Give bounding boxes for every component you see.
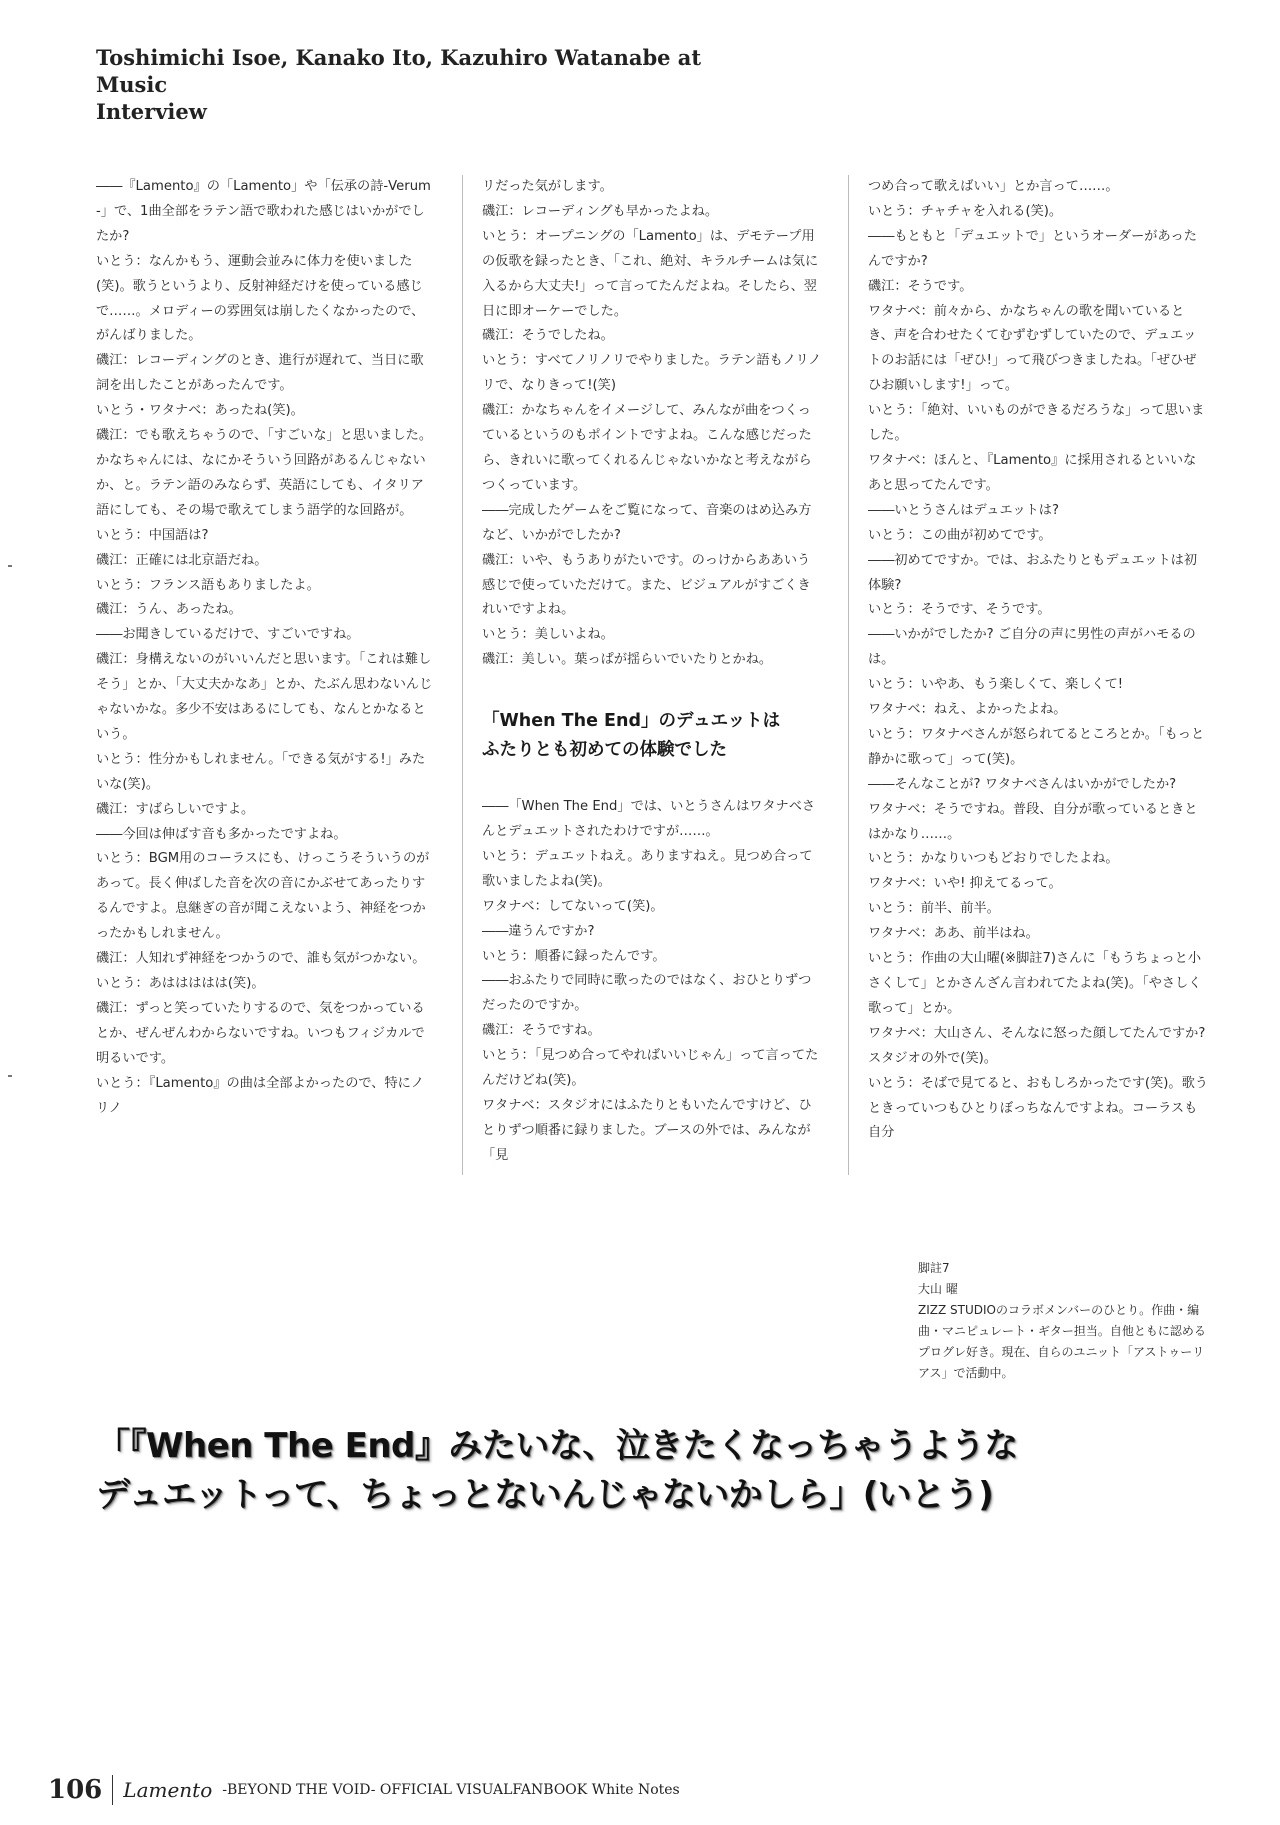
- paragraph: ――いかがでしたか? ご自分の声に男性の声がハモるのは。: [868, 627, 1196, 668]
- footnote-label: 脚註7: [918, 1261, 950, 1275]
- paragraph: いとう・ワタナベ：あったね(笑)。: [96, 403, 304, 419]
- paragraph: いとう：あははははは(笑)。: [96, 976, 265, 991]
- paragraph: いとう：なんかもう、運動会並みに体力を使いました(笑)。歌うというより、反射神経だけを使っている感じで……。メロディーの雰囲気は崩したくなかったので、がんばりました。: [96, 253, 425, 344]
- column-divider: [462, 175, 463, 1175]
- paragraph: いとう：オープニングの「Lamento」は、デモテープ用の仮歌を録ったとき、「これ、絶対、キラルチームは気に入るから大丈夫!」って言ってたんだよね。そしたら、翌日に即オーケーでした。: [482, 228, 819, 319]
- paragraph: つめ合って歌えばいい」とか言って……。: [868, 179, 1119, 194]
- footer-divider: [112, 1775, 113, 1805]
- paragraph: 磯江：身構えないのがいいんだと思います。「これは難しそう」とか、「大丈夫かなあ」とか、たぶん思わないんじゃないかな。多少不安はあるにしても、なんとかなるという。: [96, 652, 433, 742]
- footnote-text: ZIZZ STUDIOのコラボメンバーのひとり。作曲・編曲・マニピュレート・ギター担当。自他ともに認めるプログレ好き。現在、自らのユニット「アストゥーリアス」で活動中。: [918, 1303, 1206, 1380]
- paragraph: 磯江：美しい。葉っぱが揺らいでいたりとかね。: [482, 652, 773, 668]
- paragraph: ワタナベ：ねえ、よかったよね。: [868, 702, 1067, 718]
- paragraph: いとう：チャチャを入れる(笑)。: [868, 203, 1063, 219]
- page-title-line-1: Toshimichi Isoe, Kanako Ito, Kazuhiro Watanabe at Music: [96, 45, 702, 97]
- page-title-line-2: Interview: [96, 99, 207, 124]
- paragraph: 磯江：レコーディングも早かったよね。: [482, 203, 719, 219]
- paragraph: いとう：前半、前半。: [868, 901, 1000, 917]
- paragraph: ――違うんですか?: [482, 923, 595, 939]
- paragraph: 磯江：でも歌えちゃうので、「すごいな」と思いました。かなちゃんには、なにかそういう回路があるんじゃないか、と。ラテン語のみならず、英語にしても、イタリア語にしても、その場で歌えてしまう語学的な回路が。: [96, 428, 433, 518]
- paragraph: 磯江：ずっと笑っていたりするので、気をつかっているとか、ぜんぜんわからないですね。いつもフィジカルで明るいです。: [96, 1000, 425, 1066]
- paragraph: いとう：美しいよね。: [482, 627, 614, 643]
- paragraph: いとう：かなりいつもどおりでしたよね。: [868, 851, 1119, 867]
- scan-mark: [8, 565, 12, 567]
- paragraph: いとう：BGM用のコーラスにも、けっこうそういうのがあって。長く伸ばした音を次の音にかぶせてあったりするんですよ。息継ぎの音が聞こえないよう、神経をつかったかもしれません。: [96, 851, 430, 942]
- paragraph: ――もともと「デュエットで」というオーダーがあったんですか?: [868, 228, 1197, 269]
- page-title: [96, 44, 736, 125]
- paragraph: いとう：「見つめ合ってやればいいじゃん」って言ってたんだけどね(笑)。: [482, 1048, 819, 1089]
- paragraph: ワタナベ：スタジオにはふたりともいたんですけど、ひとりずつ順番に録りました。ブースの外では、みんなが「見: [482, 1098, 812, 1163]
- paragraph: ワタナベ：前々から、かなちゃんの歌を聞いているとき、声を合わせたくてむずむずしていたので、デュエットのお話には「ぜひ!」って飛びつきましたね。「ぜひぜひお願いします!」って。: [868, 303, 1197, 394]
- paragraph: 磯江：人知れず神経をつかうので、誰も気がつかない。: [96, 951, 426, 967]
- article-column-1: [96, 175, 436, 1121]
- paragraph: ――完成したゲームをご覧になって、音楽のはめ込み方など、いかがでしたか?: [482, 502, 812, 543]
- paragraph: ワタナベ：ああ、前半はね。: [868, 926, 1039, 942]
- page-number: 106: [48, 1775, 103, 1805]
- paragraph: いとう：デュエットねえ。ありますねえ。見つめ合って歌いましたよね(笑)。: [482, 848, 813, 889]
- paragraph: ――初めてですか。では、おふたりともデュエットは初体験?: [868, 552, 1198, 593]
- paragraph: 磯江：正確には北京語だね。: [96, 552, 268, 568]
- paragraph: いとう：いやあ、もう楽しくて、楽しくて!: [868, 677, 1124, 693]
- pull-quote-line-1: 「『When The End』みたいな、泣きたくなっちゃうような: [96, 1426, 1018, 1466]
- paragraph: 磯江：そうです。: [868, 278, 973, 294]
- paragraph: ――おふたりで同時に歌ったのではなく、おひとりずつだったのですか。: [482, 973, 812, 1014]
- paragraph: いとう：作曲の大山曜(※脚註7)さんに「もうちょっと小さくして」とかさんざん言われてたよね(笑)。「やさしく歌って」とか。: [868, 951, 1202, 1016]
- page-footer: [48, 1773, 680, 1807]
- paragraph: 磯江：いや、もうありがたいです。のっけからああいう感じで使っていただけて。また、ビジュアルがすごくきれいですよね。: [482, 552, 811, 618]
- paragraph: いとう：順番に録ったんです。: [482, 948, 666, 964]
- column-divider: [848, 175, 849, 1175]
- paragraph: ――『Lamento』の「Lamento」や「伝承の詩-Verum-」で、1曲全部をラテン語で歌われた感じはいかがでしたか?: [96, 179, 431, 244]
- section-heading-line-1: 「When The End」のデュエットは: [482, 711, 781, 732]
- paragraph: ワタナベ：大山さん、そんなに怒った顔してたんですか?スタジオの外で(笑)。: [868, 1025, 1206, 1066]
- paragraph: 磯江：すばらしいですよ。: [96, 801, 255, 817]
- paragraph: いとう：ワタナベさんが怒られてるところとか。「もっと静かに歌って」って(笑)。: [868, 726, 1205, 767]
- article-column-3: [868, 175, 1208, 1146]
- paragraph: いとう：そうです、そうです。: [868, 602, 1051, 618]
- section-heading: [482, 707, 822, 765]
- paragraph: いとう：中国語は?: [96, 527, 209, 543]
- paragraph: ワタナベ：ほんと、『Lamento』に採用されるといいなあと思ってたんです。: [868, 452, 1197, 493]
- article-column-2: [482, 175, 822, 1169]
- lamento-logo: Lamento: [123, 1778, 213, 1802]
- paragraph: ――今回は伸ばす音も多かったですよね。: [96, 826, 347, 842]
- paragraph: 磯江：レコーディングのとき、進行が遅れて、当日に歌詞を出したことがあったんです。: [96, 353, 424, 394]
- paragraph: ――お聞きしているだけで、すごいですね。: [96, 627, 360, 643]
- paragraph: いとう：性分かもしれません。「できる気がする!」みたいな(笑)。: [96, 751, 426, 792]
- paragraph: いとう：「絶対、いいものができるだろうな」って思いました。: [868, 403, 1205, 444]
- scan-mark: [8, 1075, 12, 1077]
- section-heading-line-2: ふたりとも初めての体験でした: [482, 740, 727, 761]
- paragraph: 磯江：かなちゃんをイメージして、みんなが曲をつくっているというのもポイントですよね。こんな感じだったら、きれいに歌ってくれるんじゃないかなと考えながらつくっています。: [482, 403, 812, 493]
- footnote: [918, 1258, 1210, 1384]
- pull-quote: [96, 1422, 1196, 1520]
- paragraph: ワタナベ：いや! 抑えてるって。: [868, 876, 1062, 892]
- paragraph: いとう：そばで見てると、おもしろかったです(笑)。歌うときっていつもひとりぼっちなんですよね。コーラスも自分: [868, 1075, 1208, 1141]
- pull-quote-line-2: デュエットって、ちょっとないんじゃないかしら」(いとう): [96, 1475, 994, 1515]
- paragraph: ――「When The End」では、いとうさんはワタナベさんとデュエットされたわけですが……。: [482, 799, 816, 840]
- footer-publication-title: -BEYOND THE VOID- OFFICIAL VISUALFANBOOK White Notes: [222, 1782, 680, 1798]
- paragraph: ワタナベ：そうですね。普段、自分が歌っているときとはかなり……。: [868, 801, 1198, 842]
- paragraph: 磯江：そうでしたね。: [482, 328, 614, 344]
- paragraph: いとう：フランス語もありましたよ。: [96, 577, 320, 593]
- paragraph: ワタナベ：してないって(笑)。: [482, 898, 664, 914]
- paragraph: ――そんなことが? ワタナベさんはいかがでしたか?: [868, 776, 1177, 792]
- paragraph: いとう：すべてノリノリでやりました。ラテン語もノリノリで、なりきって!(笑): [482, 353, 822, 394]
- footnote-name: 大山 曜: [918, 1282, 958, 1296]
- paragraph: いとう：『Lamento』の曲は全部よかったので、特にノリノ: [96, 1075, 425, 1116]
- paragraph: リだった気がします。: [482, 179, 613, 194]
- paragraph: ――いとうさんはデュエットは?: [868, 502, 1059, 518]
- paragraph: いとう：この曲が初めてです。: [868, 527, 1052, 543]
- paragraph: 磯江：うん、あったね。: [96, 602, 242, 618]
- paragraph: 磯江：そうですね。: [482, 1023, 601, 1039]
